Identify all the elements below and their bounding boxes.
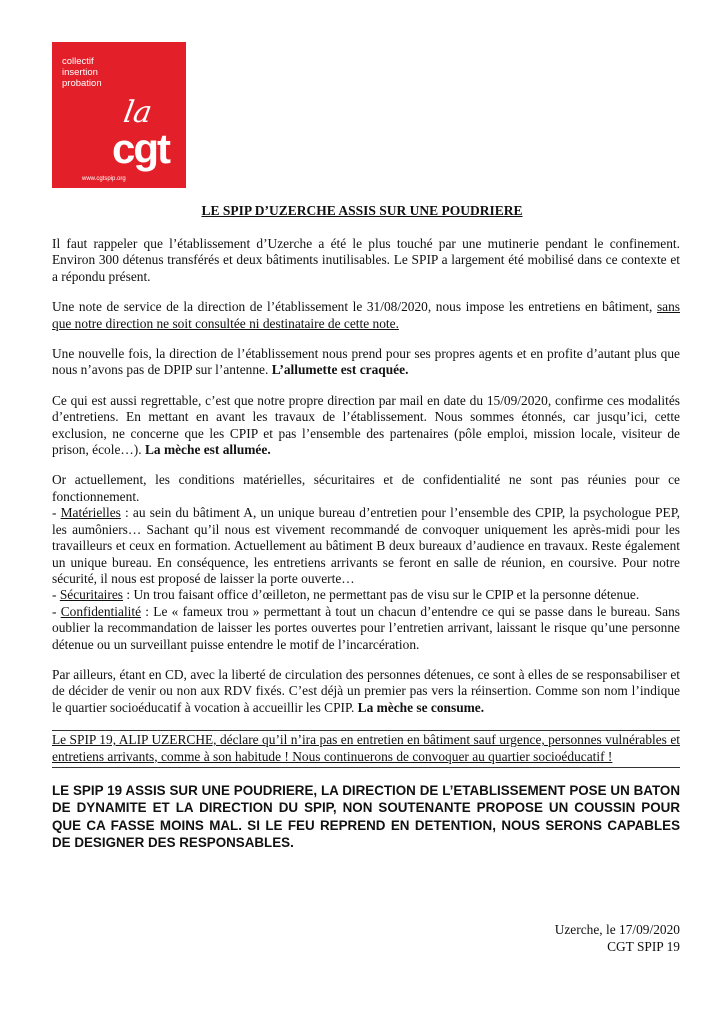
securitaires-label: Sécuritaires — [59, 587, 124, 603]
declaration-text: Le SPIP 19, ALIP UZERCHE, déclare qu’il n’ira pas en entretien en bâtiment sauf urgence, personnes vulnérables et entretiens arrivants, comme à son habitude ! Nous continuerons de convoquer au quartier socioéducatif ! — [52, 732, 680, 764]
logo-cgt: cgt — [112, 125, 169, 172]
service-note-text: Une note de service de la direction de l’établissement le 31/08/2020, nous impose les entretiens en bâtiment, — [52, 299, 653, 315]
paragraph-intro: Il faut rappeler que l’établissement d’Uzerche a été le plus touché par une mutinerie pendant le confinement. Environ 300 détenus transférés et deux bâtiments inutilisables. Le SPIP a largement été mobilisé dans ce contexte et a répondu présent. — [52, 236, 680, 284]
logo-la: la — [121, 95, 155, 130]
document-title: LE SPIP D’UZERCHE ASSIS SUR UNE POUDRIERE — [201, 203, 523, 218]
signature-place-date: Uzerche, le 17/09/2020 — [554, 922, 680, 937]
confidentialite-text: : Le « fameux trou » permettant à tout un chacun d’entendre ce qui se passe dans le bureau. Sans oublier la recommandation de laisser les portes ouvertes pour l’entretien arrivant, laissant le risque qu’une personne détenue ou un surveillant puisse entendre le motif de l’incarcération. — [52, 603, 680, 652]
cd-bold: La mèche se consume. — [357, 699, 485, 715]
paragraph-service-note — [52, 299, 680, 332]
logo-line: collectif — [62, 56, 94, 67]
materielles-text: : au sein du bâtiment A, un unique bureau d’entretien pour l’ensemble des CPIP, la psychologue PEP, les aumôniers… Sachant qu’il nous est vivement recommandé de convoquer uniquement les après-midi pour les travailleurs et ceux en formation. Actuellement au bâtiment B deux bureaux d’audience en travaux. Reste également un unique bureau. En conséquence, les entretiens arrivants se feront en salle de réunion, en coursive. Pour notre sécurité, il nous est proposé de laisser la porte ouverte… — [52, 505, 681, 586]
materielles-label: Matérielles — [60, 505, 121, 521]
paragraph-securitaires: - Sécuritaires : Un trou faisant office d’œilleton, ne permettant pas de visu sur le CPIP et la personne détenue. — [52, 587, 640, 603]
cd-text: Par ailleurs, étant en CD, avec la liberté de circulation des personnes détenues, ce sont à elles de se responsabiliser et de décider de venir ou non aux RDV fixés. C’est déjà un premier pas vers la réinsertion. Comme son nom l’indique le quartier socioéducatif à vocation à accueillir les CPIP. — [52, 666, 680, 715]
paragraph-regret — [52, 393, 680, 459]
logo-url: www.cgtspip.org — [82, 176, 126, 182]
paragraph-confidentialite: - Confidentialité : Le « fameux trou » permettant à tout un chacun d’entendre ce qui se passe dans le bureau. Sans oublier la recommandation de laisser les portes ouvertes pour l’entretien arrivant, laissant le risque qu’une personne détenue ou un surveillant puisse entendre le motif de l’incarcération. — [52, 603, 680, 652]
cgt-logo — [52, 42, 186, 188]
logo-line: probation — [62, 78, 102, 89]
regret-text: Ce qui est aussi regrettable, c’est que notre propre direction par mail en date du 15/09/2020, confirme ces modalités d’entretiens. En mettant en avant les travaux de l’établissement. Nous sommes étonnés, car jusqu’ici, cette exclusion, ne concerne que les CPIP et pas l’ensemble des partenaires (pôle emploi, mission locale, visiteur de prison, école…). — [52, 392, 680, 458]
logo-line: insertion — [62, 67, 98, 78]
paragraph-materielles: - Matérielles : au sein du bâtiment A, un unique bureau d’entretien pour l’ensemble des CPIP, la psychologue PEP, les aumôniers… Sachant qu’il nous est vivement recommandé de convoquer uniquement les après-midi pour les travailleurs et ceux en formation. Actuellement au bâtiment B deux bureaux d’audience en travaux. Reste également un unique bureau. En conséquence, les entretiens arrivants se feront en salle de réunion, en coursive. Pour notre sécurité, il nous est proposé de laisser la porte ouverte… — [52, 505, 681, 586]
document-body — [52, 236, 680, 852]
paragraph-conditions-intro: Or actuellement, les conditions matérielles, sécuritaires et de confidentialité ne sont pas réunies pour ce fonctionnement. — [52, 472, 680, 504]
confidentialite-label: Confidentialité — [60, 603, 142, 619]
direction-bold: L’allumette est craquée. — [271, 362, 409, 378]
securitaires-text: : Un trou faisant office d’œilleton, ne permettant pas de visu sur le CPIP et la personne détenue. — [123, 587, 640, 603]
signature-org: CGT SPIP 19 — [607, 939, 680, 954]
regret-bold: La mèche est allumée. — [144, 442, 271, 458]
service-note-underlined: sans que notre direction ne soit consultée ni destinataire de cette note. — [52, 299, 680, 331]
signature-block — [555, 921, 680, 955]
paragraph-cd — [52, 667, 680, 716]
direction-text: Une nouvelle fois, la direction de l’établissement nous prend pour ses propres agents et en profite d’autant plus que nous n’avons pas de DPIP sur l’antenne. — [52, 346, 680, 378]
logo-collective-text — [62, 56, 102, 89]
paragraph-declaration — [52, 730, 680, 768]
paragraph-conclusion: LE SPIP 19 ASSIS SUR UNE POUDRIERE, LA DIRECTION DE L’ETABLISSEMENT POSE UN BATON DE DYNAMITE ET LA DIRECTION DU SPIP, NON SOUTENANTE PROPOSE UN COUSSIN POUR QUE CA FASSE MOINS MAL. SI LE FEU REPREND EN DETENTION, NOUS SERONS CAPABLES DE DESIGNER DES RESPONSABLES. — [52, 782, 680, 851]
paragraph-direction — [52, 346, 680, 379]
